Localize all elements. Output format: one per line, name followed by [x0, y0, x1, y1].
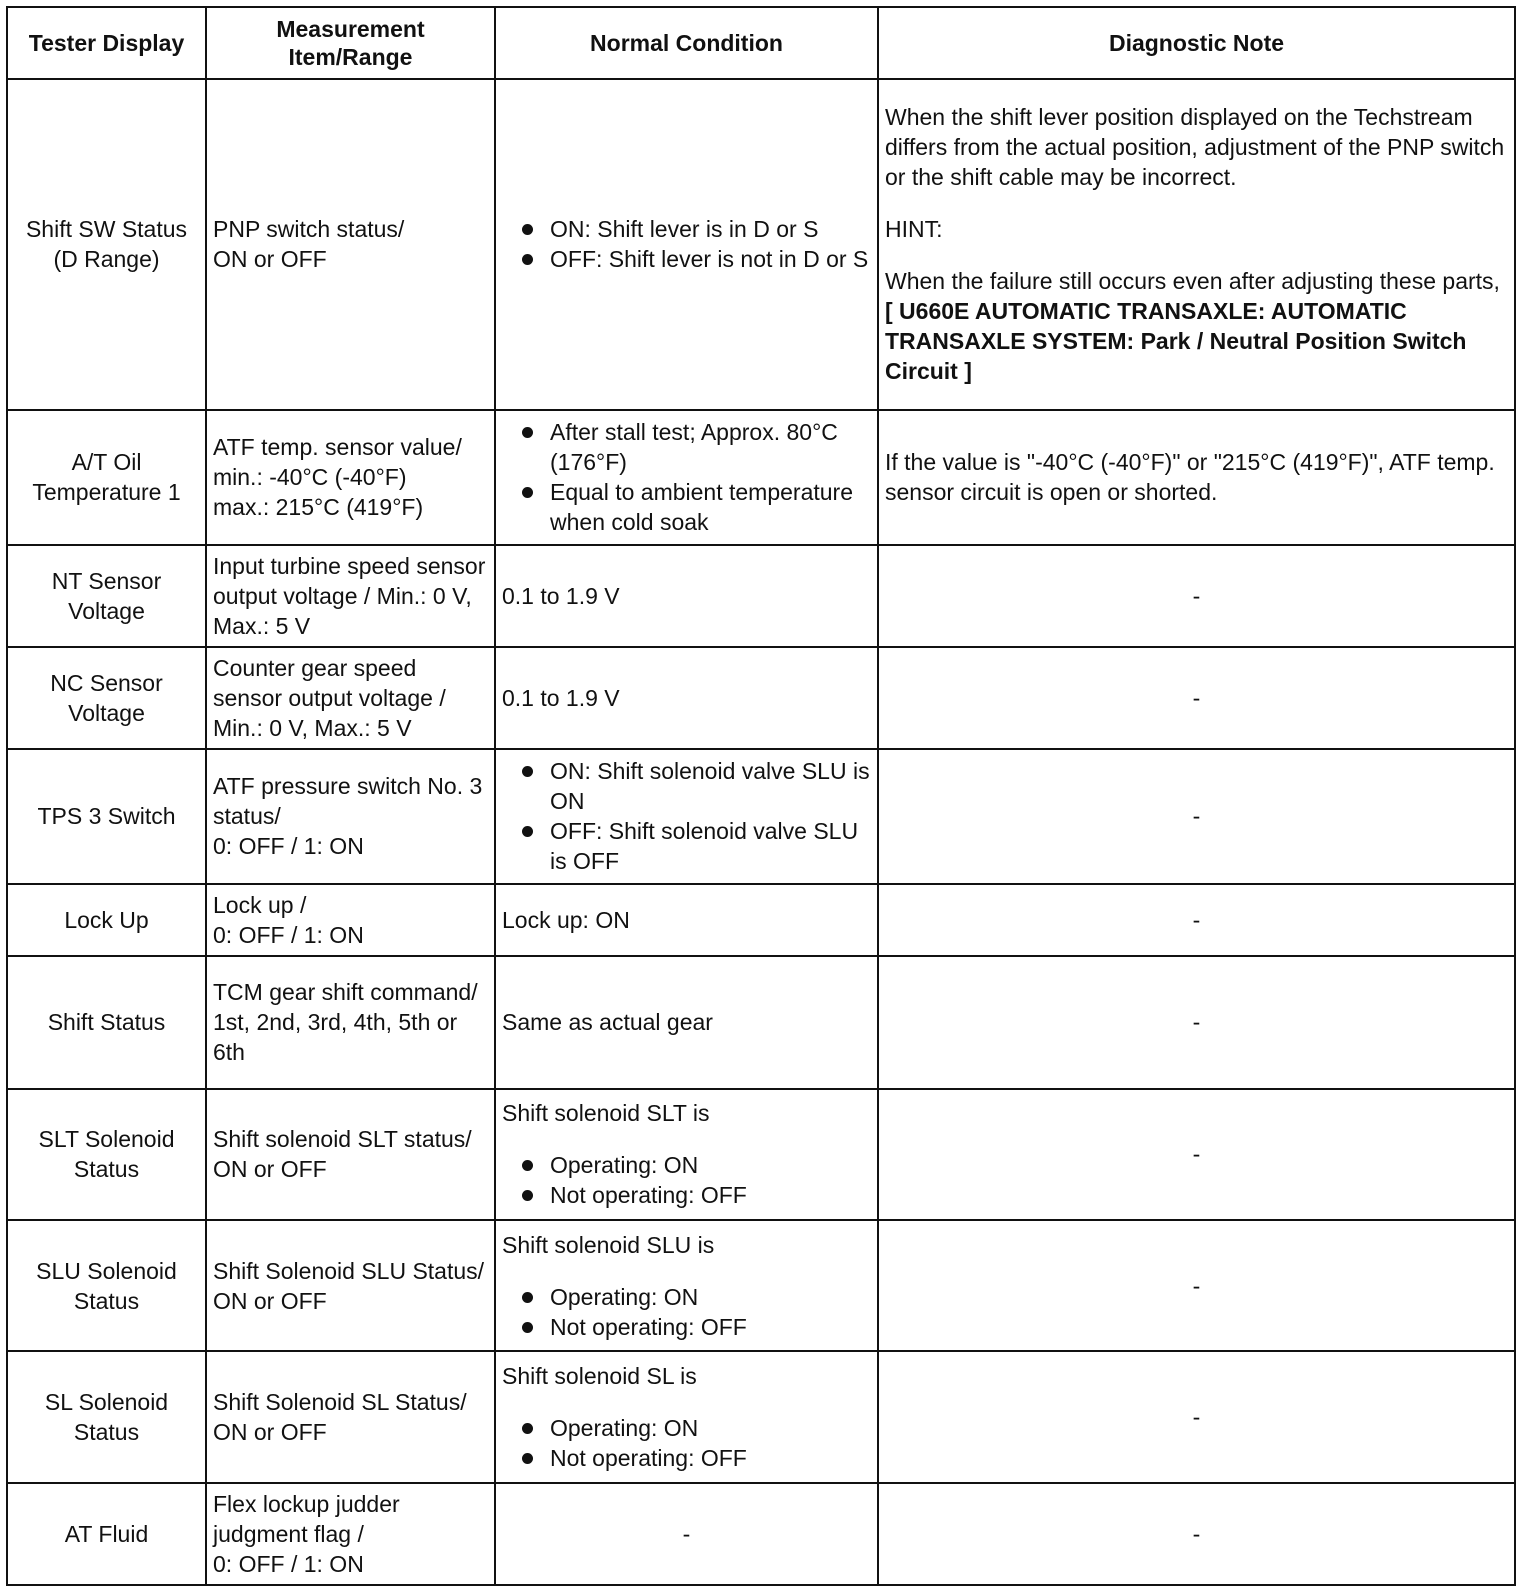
tester-display-cell: A/T Oil Temperature 1 — [7, 410, 206, 545]
table-row — [7, 884, 1515, 957]
list-item: After stall test; Approx. 80°C (176°F) — [502, 417, 871, 477]
header-measurement-item: Measurement Item/Range — [206, 7, 495, 79]
note-hint: HINT: — [885, 216, 943, 243]
normal-condition-cell — [495, 1351, 878, 1482]
normal-condition-cell — [495, 1089, 878, 1220]
diagnostic-note-cell: - — [878, 545, 1515, 647]
diagnostic-note-cell: - — [878, 884, 1515, 957]
measurement-item-cell: ATF temp. sensor value/ min.: -40°C (-40°F) max.: 215°C (419°F) — [206, 410, 495, 545]
table-row — [7, 1089, 1515, 1220]
table-row — [7, 1220, 1515, 1351]
measurement-item-cell: ATF pressure switch No. 3 status/ 0: OFF / 1: ON — [206, 749, 495, 883]
list-item: ON: Shift lever is in D or S — [502, 214, 871, 244]
normal-condition-cell: Same as actual gear — [495, 956, 878, 1088]
measurement-item-cell: Lock up / 0: OFF / 1: ON — [206, 884, 495, 957]
list-item: Not operating: OFF — [502, 1443, 871, 1473]
list-item: Not operating: OFF — [502, 1180, 871, 1210]
list-item: Not operating: OFF — [502, 1312, 871, 1342]
header-normal-condition: Normal Condition — [495, 7, 878, 79]
tester-display-cell: TPS 3 Switch — [7, 749, 206, 883]
normal-condition-cell: 0.1 to 1.9 V — [495, 647, 878, 749]
table-row — [7, 1351, 1515, 1482]
condition-intro: Shift solenoid SLU is — [502, 1231, 715, 1258]
table-row — [7, 956, 1515, 1088]
table-row — [7, 545, 1515, 647]
tester-display-cell: SLT Solenoid Status — [7, 1089, 206, 1220]
note-paragraph: When the shift lever position displayed on the Techstream differs from the actual position, adjustment of the PNP switch or the shift cable may be incorrect. — [885, 104, 1505, 191]
diagnostic-note-cell: - — [878, 1089, 1515, 1220]
tester-display-cell: Shift Status — [7, 956, 206, 1088]
procedure-link[interactable]: [ U660E AUTOMATIC TRANSAXLE: AUTOMATIC TRANSAXLE SYSTEM: Park / Neutral Position Switch Circuit ] — [885, 298, 1467, 385]
header-diagnostic-note: Diagnostic Note — [878, 7, 1515, 79]
measurement-item-cell: Shift solenoid SLT status/ ON or OFF — [206, 1089, 495, 1220]
normal-condition-cell — [495, 1220, 878, 1351]
normal-condition-cell: - — [495, 1483, 878, 1585]
list-item: Equal to ambient temperature when cold soak — [502, 477, 871, 537]
diagnostic-note-cell: - — [878, 956, 1515, 1088]
condition-intro: Shift solenoid SLT is — [502, 1100, 710, 1127]
normal-condition-cell: 0.1 to 1.9 V — [495, 545, 878, 647]
note-text: When the failure still occurs even after adjusting these parts, — [885, 268, 1500, 295]
list-item: Operating: ON — [502, 1282, 871, 1312]
tester-display-cell: SLU Solenoid Status — [7, 1220, 206, 1351]
list-item: OFF: Shift solenoid valve SLU is OFF — [502, 816, 871, 876]
tester-display-cell: AT Fluid — [7, 1483, 206, 1585]
header-row — [7, 7, 1515, 79]
list-item: Operating: ON — [502, 1413, 871, 1443]
note-paragraph — [885, 266, 1508, 386]
diagnostic-note-cell: - — [878, 1220, 1515, 1351]
data-list-table — [6, 6, 1516, 1586]
normal-condition-cell: Lock up: ON — [495, 884, 878, 957]
normal-condition-cell — [495, 79, 878, 410]
tester-display-cell: NC Sensor Voltage — [7, 647, 206, 749]
diagnostic-note-cell: - — [878, 749, 1515, 883]
list-item: Operating: ON — [502, 1150, 871, 1180]
diagnostic-note-cell: - — [878, 1483, 1515, 1585]
measurement-item-cell: TCM gear shift command/ 1st, 2nd, 3rd, 4th, 5th or 6th — [206, 956, 495, 1088]
measurement-item-cell: PNP switch status/ ON or OFF — [206, 79, 495, 410]
table-row — [7, 410, 1515, 545]
tester-display-cell: Shift SW Status (D Range) — [7, 79, 206, 410]
condition-intro: Shift solenoid SL is — [502, 1363, 697, 1390]
tester-display-cell: Lock Up — [7, 884, 206, 957]
table-row — [7, 749, 1515, 883]
measurement-item-cell: Shift Solenoid SL Status/ ON or OFF — [206, 1351, 495, 1482]
list-item: ON: Shift solenoid valve SLU is ON — [502, 756, 871, 816]
normal-condition-cell — [495, 410, 878, 545]
table-row — [7, 79, 1515, 410]
measurement-item-cell: Flex lockup judder judgment flag / 0: OFF / 1: ON — [206, 1483, 495, 1585]
tester-display-cell: SL Solenoid Status — [7, 1351, 206, 1482]
list-item: OFF: Shift lever is not in D or S — [502, 244, 871, 274]
diagnostic-note-cell: - — [878, 1351, 1515, 1482]
measurement-item-cell: Counter gear speed sensor output voltage / Min.: 0 V, Max.: 5 V — [206, 647, 495, 749]
table-row — [7, 647, 1515, 749]
table-row — [7, 1483, 1515, 1585]
measurement-item-cell: Input turbine speed sensor output voltage / Min.: 0 V, Max.: 5 V — [206, 545, 495, 647]
diagnostic-note-cell: - — [878, 647, 1515, 749]
diagnostic-note-cell: If the value is "-40°C (-40°F)" or "215°C (419°F)", ATF temp. sensor circuit is open or shorted. — [878, 410, 1515, 545]
normal-condition-cell — [495, 749, 878, 883]
tester-display-cell: NT Sensor Voltage — [7, 545, 206, 647]
header-tester-display: Tester Display — [7, 7, 206, 79]
measurement-item-cell: Shift Solenoid SLU Status/ ON or OFF — [206, 1220, 495, 1351]
diagnostic-note-cell — [878, 79, 1515, 410]
